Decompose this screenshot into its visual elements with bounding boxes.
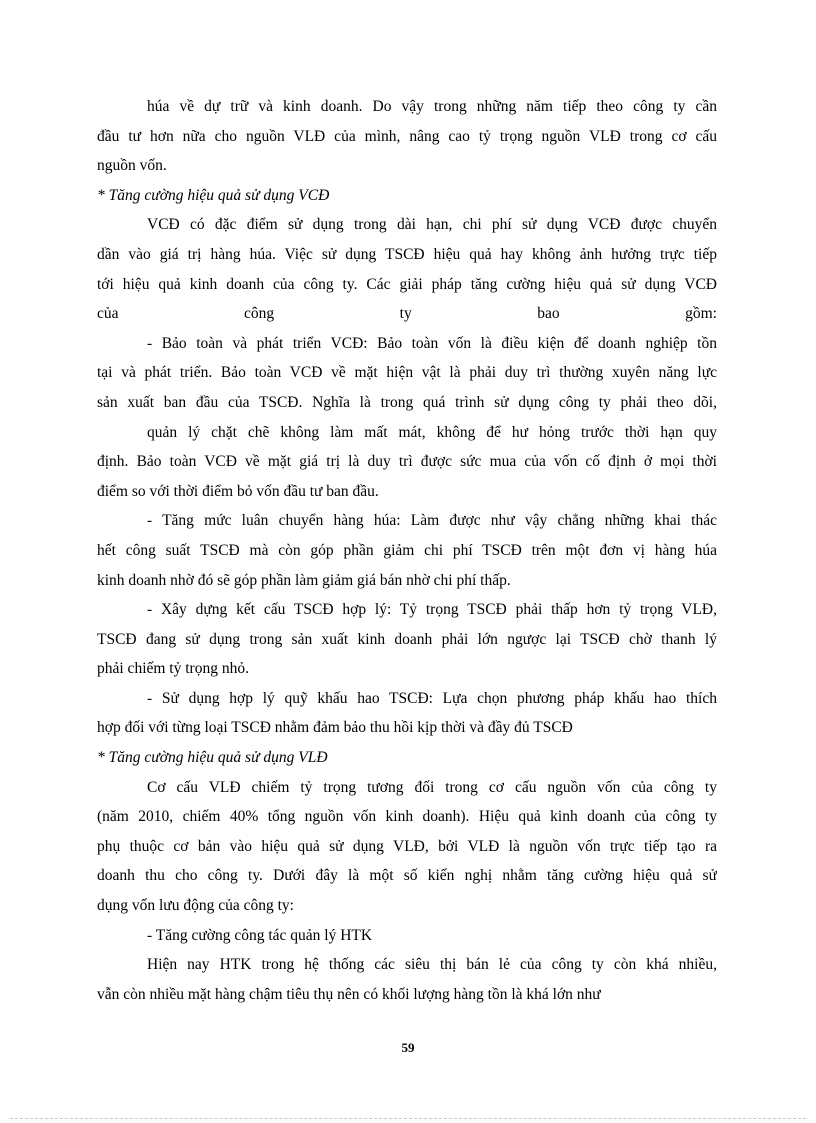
word: ty <box>399 305 412 323</box>
text-line: phụ thuộc cơ bản vào hiệu quả sử dụng VLĐ, bởi VLĐ là nguồn vốn trực tiếp tạo ra <box>97 837 717 855</box>
page-bottom-divider <box>10 1118 806 1119</box>
text-line: - Tăng mức luân chuyển hàng húa: Làm được như vậy chẳng những khai thác <box>147 512 717 530</box>
text-line: tại và phát triển. Bảo toàn VCĐ về mặt hiện vật là phải duy trì thường xuyên năng lực <box>97 364 717 382</box>
text-line: vẫn còn nhiều mặt hàng chậm tiêu thụ nên có khối lượng hàng tồn là khá lớn như <box>97 985 601 1003</box>
word: bao <box>537 305 560 323</box>
text-line: TSCĐ đang sử dụng trong sản xuất kinh doanh phải lớn ngược lại TSCĐ chờ thanh lý <box>97 630 717 648</box>
text-line: dụng vốn lưu động của công ty: <box>97 897 294 915</box>
text-line: - Bảo toàn và phát triển VCĐ: Bảo toàn vốn là điều kiện để doanh nghiệp tồn <box>147 334 717 352</box>
page-number: 59 <box>401 1040 415 1055</box>
text-line: - Tăng cường công tác quản lý HTK <box>147 926 373 944</box>
text-line: định. Bảo toàn VCĐ về mặt giá trị là duy trì được sức mua của vốn cố định ở mọi thời <box>97 453 717 471</box>
text-line: điểm so với thời điểm bỏ vốn đầu tư ban đầu. <box>97 482 379 500</box>
section-heading: * Tăng cường hiệu quả sử dụng VLĐ <box>97 749 328 767</box>
text-line: - Sử dụng hợp lý quỹ khấu hao TSCĐ: Lựa chọn phương pháp khấu hao thích <box>147 689 717 707</box>
text-line: quản lý chặt chẽ không làm mất mát, không để hư hỏng trước thời hạn quy <box>147 423 717 441</box>
text-line: đầu tư hơn nữa cho nguồn VLĐ của mình, nâng cao tỷ trọng nguồn VLĐ trong cơ cấu <box>97 127 717 145</box>
text-line: Hiện nay HTK trong hệ thống các siêu thị bán lẻ của công ty còn khá nhiều, <box>147 956 717 974</box>
section-heading: * Tăng cường hiệu quả sử dụng VCĐ <box>97 186 330 204</box>
body-text <box>97 92 717 1009</box>
text-line: phải chiếm tỷ trọng nhỏ. <box>97 660 249 678</box>
text-line: - Xây dựng kết cấu TSCĐ hợp lý: Tỷ trọng TSCĐ phải thấp hơn tỷ trọng VLĐ, <box>147 601 717 619</box>
text-line: húa về dự trữ và kinh doanh. Do vậy trong những năm tiếp theo công ty cần <box>147 98 717 115</box>
text-line: sản xuất ban đầu của TSCĐ. Nghĩa là trong quá trình sử dụng công ty phải theo dõi, <box>97 393 717 411</box>
word: của <box>97 305 119 323</box>
word: công <box>244 305 275 323</box>
text-line: VCĐ có đặc điểm sử dụng trong dài hạn, chi phí sử dụng VCĐ được chuyển <box>147 216 717 234</box>
text-line: dần vào giá trị hàng húa. Việc sử dụng TSCĐ hiệu quả hay không ảnh hưởng trực tiếp <box>97 245 717 263</box>
text-line: Cơ cấu VLĐ chiếm tỷ trọng tương đối trong cơ cấu nguồn vốn của công ty <box>147 778 717 796</box>
text-line: doanh thu cho công ty. Dưới đây là một số kiến nghị nhằm tăng cường hiệu quả sử <box>97 867 717 885</box>
text-line: hết công suất TSCĐ mà còn góp phần giảm chi phí TSCĐ trên một đơn vị hàng húa <box>97 541 717 559</box>
text-line: nguồn vốn. <box>97 157 167 175</box>
text-line-spread <box>97 299 717 329</box>
text-line: kinh doanh nhờ đó sẽ góp phần làm giảm giá bán nhờ chi phí thấp. <box>97 571 511 589</box>
text-line: tới hiệu quả kinh doanh của công ty. Các giải pháp tăng cường hiệu quả sử dụng VCĐ <box>97 275 717 293</box>
text-line: (năm 2010, chiếm 40% tổng nguồn vốn kinh doanh). Hiệu quả kinh doanh của công ty <box>97 808 717 826</box>
text-line: hợp đối với từng loại TSCĐ nhằm đảm bảo thu hồi kịp thời và đầy đủ TSCĐ <box>97 719 573 737</box>
word: gồm: <box>685 305 717 323</box>
